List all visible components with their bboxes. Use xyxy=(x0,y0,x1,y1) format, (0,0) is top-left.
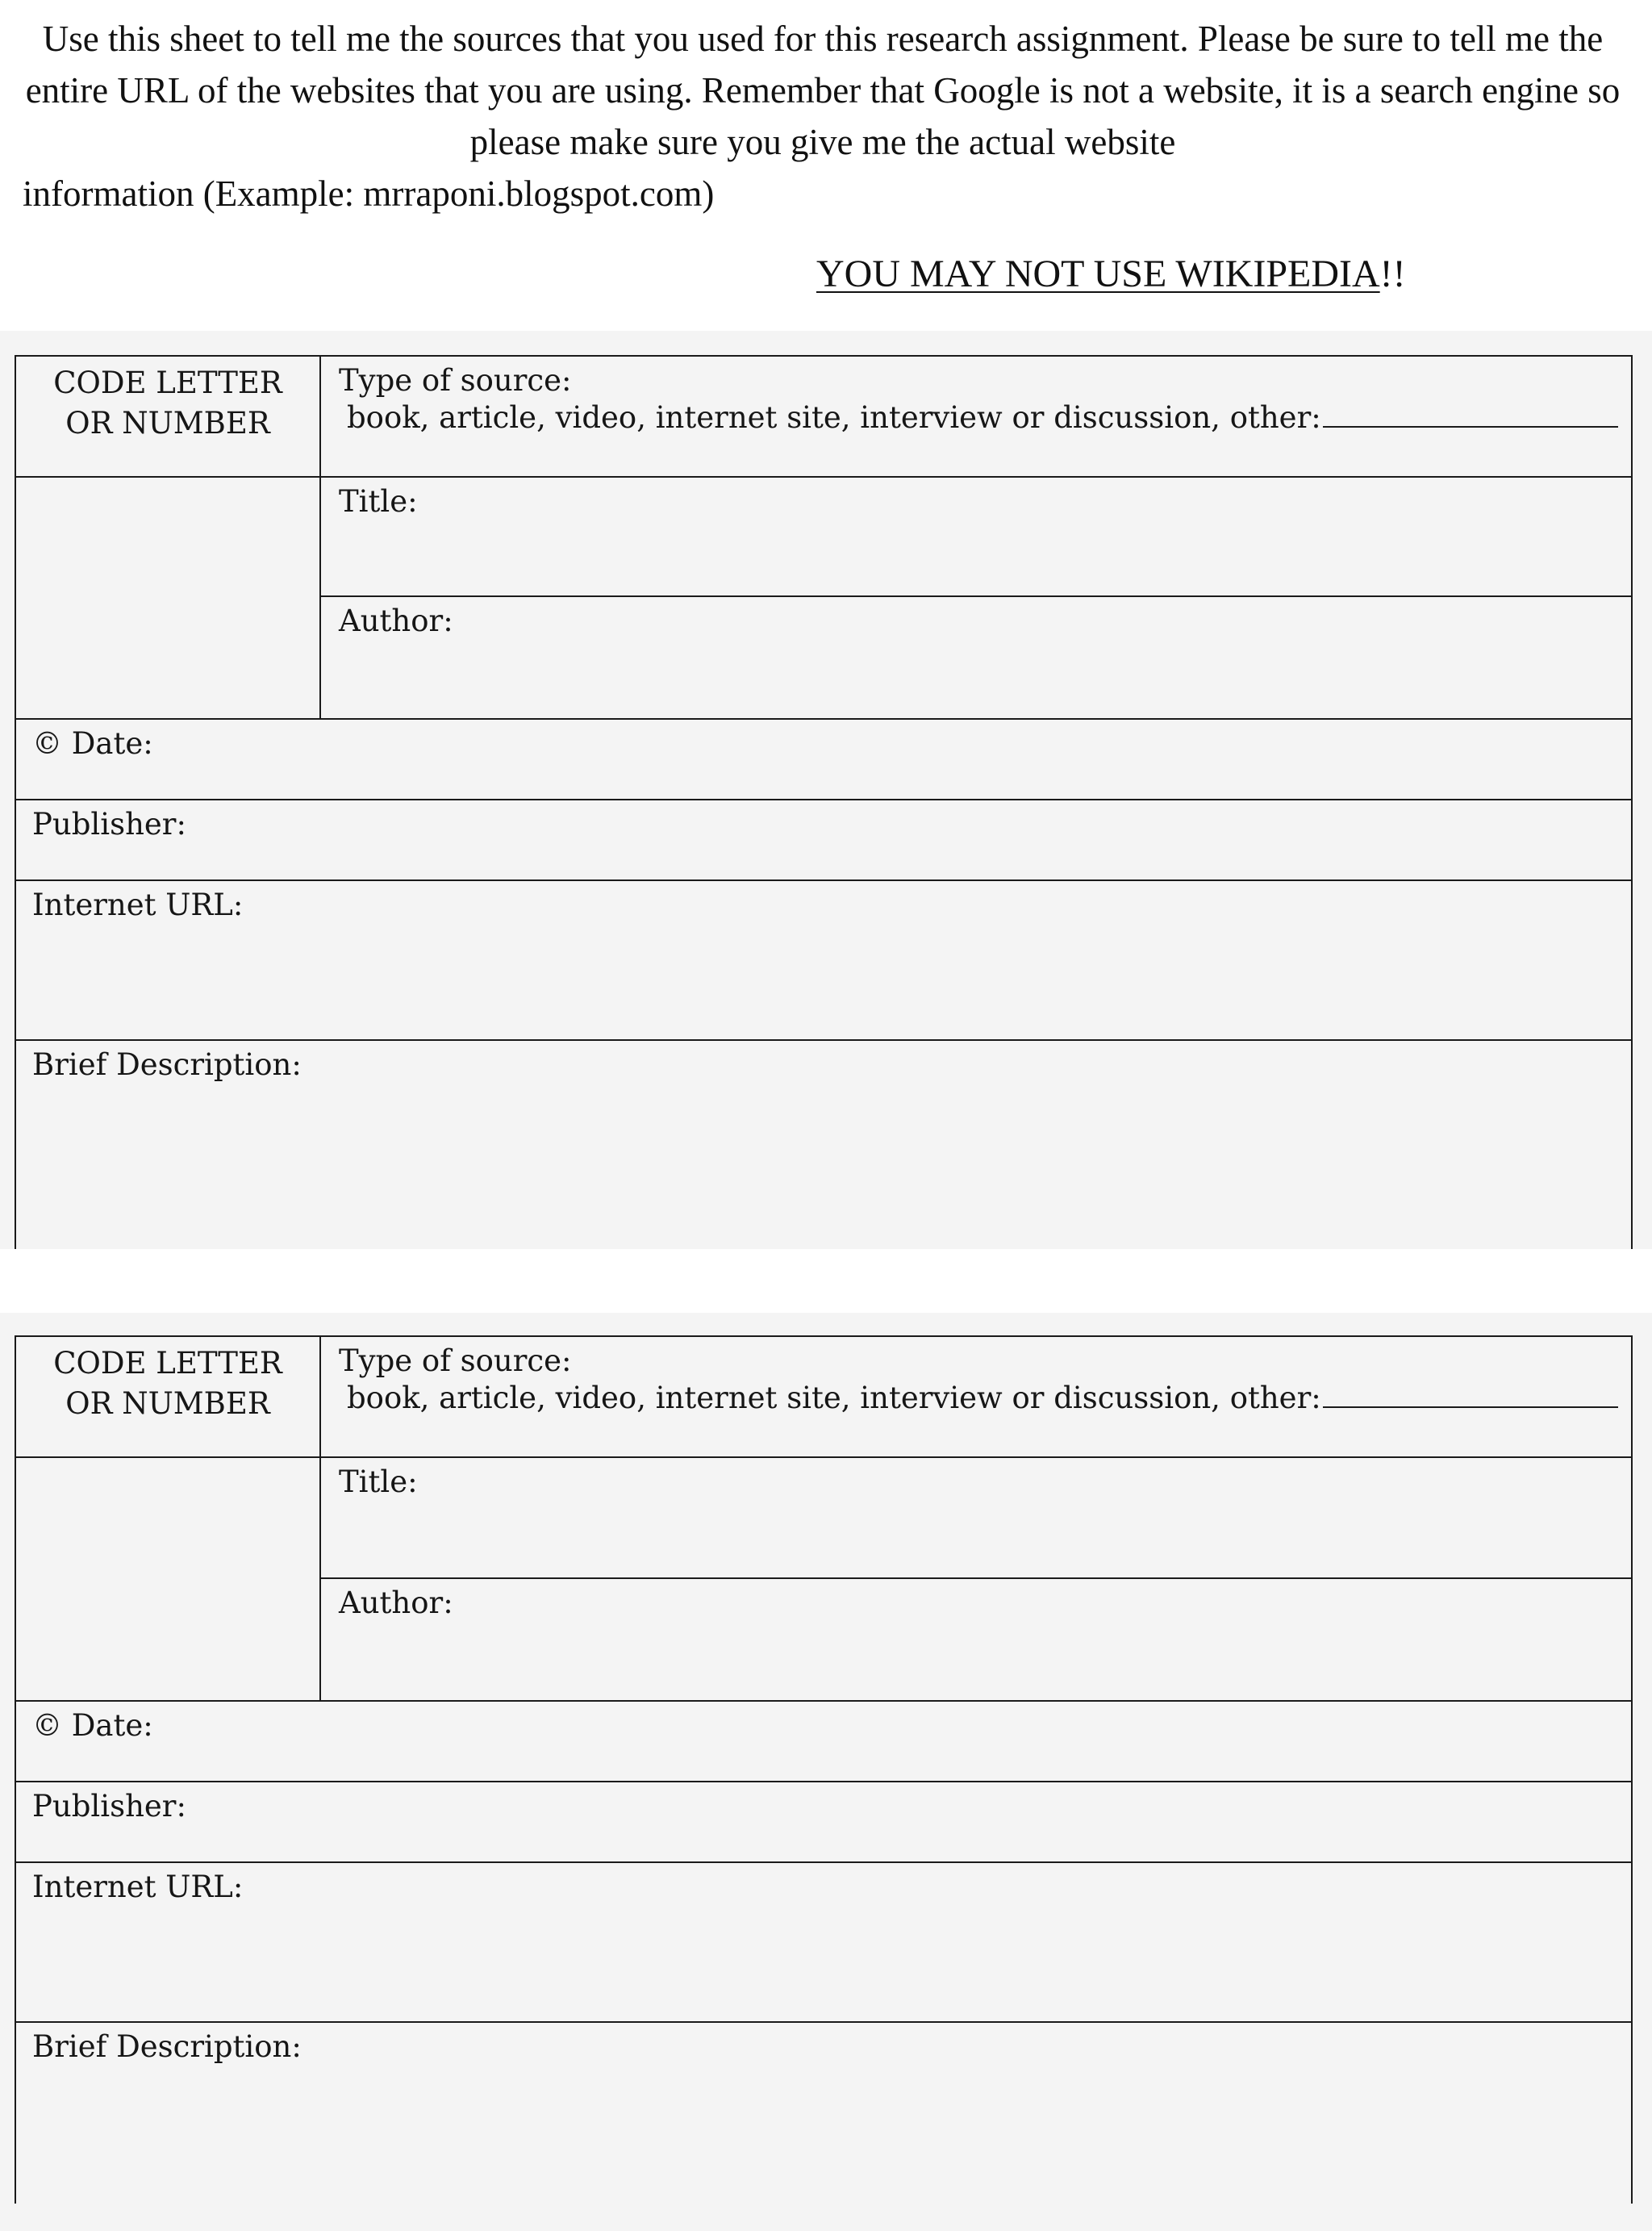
title-label: Title: xyxy=(339,1464,418,1499)
date-label: © Date: xyxy=(32,726,153,761)
code-entry-cell[interactable] xyxy=(16,478,319,718)
brief-description-label: Brief Description: xyxy=(32,2029,302,2064)
publisher-field[interactable] xyxy=(16,800,1631,879)
brief-description-label: Brief Description: xyxy=(32,1047,302,1082)
date-label: © Date: xyxy=(32,1708,153,1743)
source-form-2 xyxy=(15,1335,1633,2204)
example-text: information (Example: mrraponi.blogspot.com) xyxy=(23,173,715,214)
other-blank-line[interactable] xyxy=(1323,1379,1618,1408)
internet-url-label: Internet URL: xyxy=(32,888,244,922)
type-options-row xyxy=(347,399,1618,437)
code-letter-label: CODE LETTER OR NUMBER xyxy=(53,1346,282,1421)
date-field[interactable] xyxy=(16,1702,1631,1781)
title-label: Title: xyxy=(339,484,418,519)
title-field[interactable] xyxy=(321,1458,1631,1577)
author-label: Author: xyxy=(339,1586,453,1620)
author-label: Author: xyxy=(339,604,453,638)
author-field[interactable] xyxy=(321,1579,1631,1700)
type-of-source-label: Type of source: xyxy=(339,363,572,398)
instructions-example xyxy=(23,168,714,219)
instructions-paragraph xyxy=(16,13,1629,168)
internet-url-field[interactable] xyxy=(16,1863,1631,2021)
author-field[interactable] xyxy=(321,597,1631,718)
internet-url-label: Internet URL: xyxy=(32,1870,244,1904)
type-options-text: book, article, video, internet site, interview or discussion, other: xyxy=(347,400,1321,435)
warning-suffix: !! xyxy=(1379,253,1406,295)
wikipedia-warning xyxy=(816,249,1406,300)
internet-url-field[interactable] xyxy=(16,881,1631,1039)
code-entry-cell[interactable] xyxy=(16,1458,319,1700)
brief-description-field[interactable] xyxy=(16,1041,1631,1249)
title-field[interactable] xyxy=(321,478,1631,595)
code-letter-label: CODE LETTER OR NUMBER xyxy=(53,366,282,441)
warning-underlined-text: YOU MAY NOT USE WIKIPEDIA xyxy=(816,253,1380,295)
instructions-text: Use this sheet to tell me the sources that you used for this research assignment. Please be sure to tell me the entire URL of the websites that you are using. Remember that Google is not a website, it is a search engine so please make sure you give me the actual website xyxy=(25,19,1621,162)
other-blank-line[interactable] xyxy=(1323,399,1618,428)
publisher-field[interactable] xyxy=(16,1782,1631,1861)
source-form-1 xyxy=(15,355,1633,1249)
brief-description-field[interactable] xyxy=(16,2023,1631,2204)
type-options-row xyxy=(347,1379,1618,1418)
publisher-label: Publisher: xyxy=(32,1789,186,1824)
type-of-source-label: Type of source: xyxy=(339,1343,572,1378)
publisher-label: Publisher: xyxy=(32,807,186,842)
date-field[interactable] xyxy=(16,720,1631,799)
type-options-text: book, article, video, internet site, interview or discussion, other: xyxy=(347,1381,1321,1415)
